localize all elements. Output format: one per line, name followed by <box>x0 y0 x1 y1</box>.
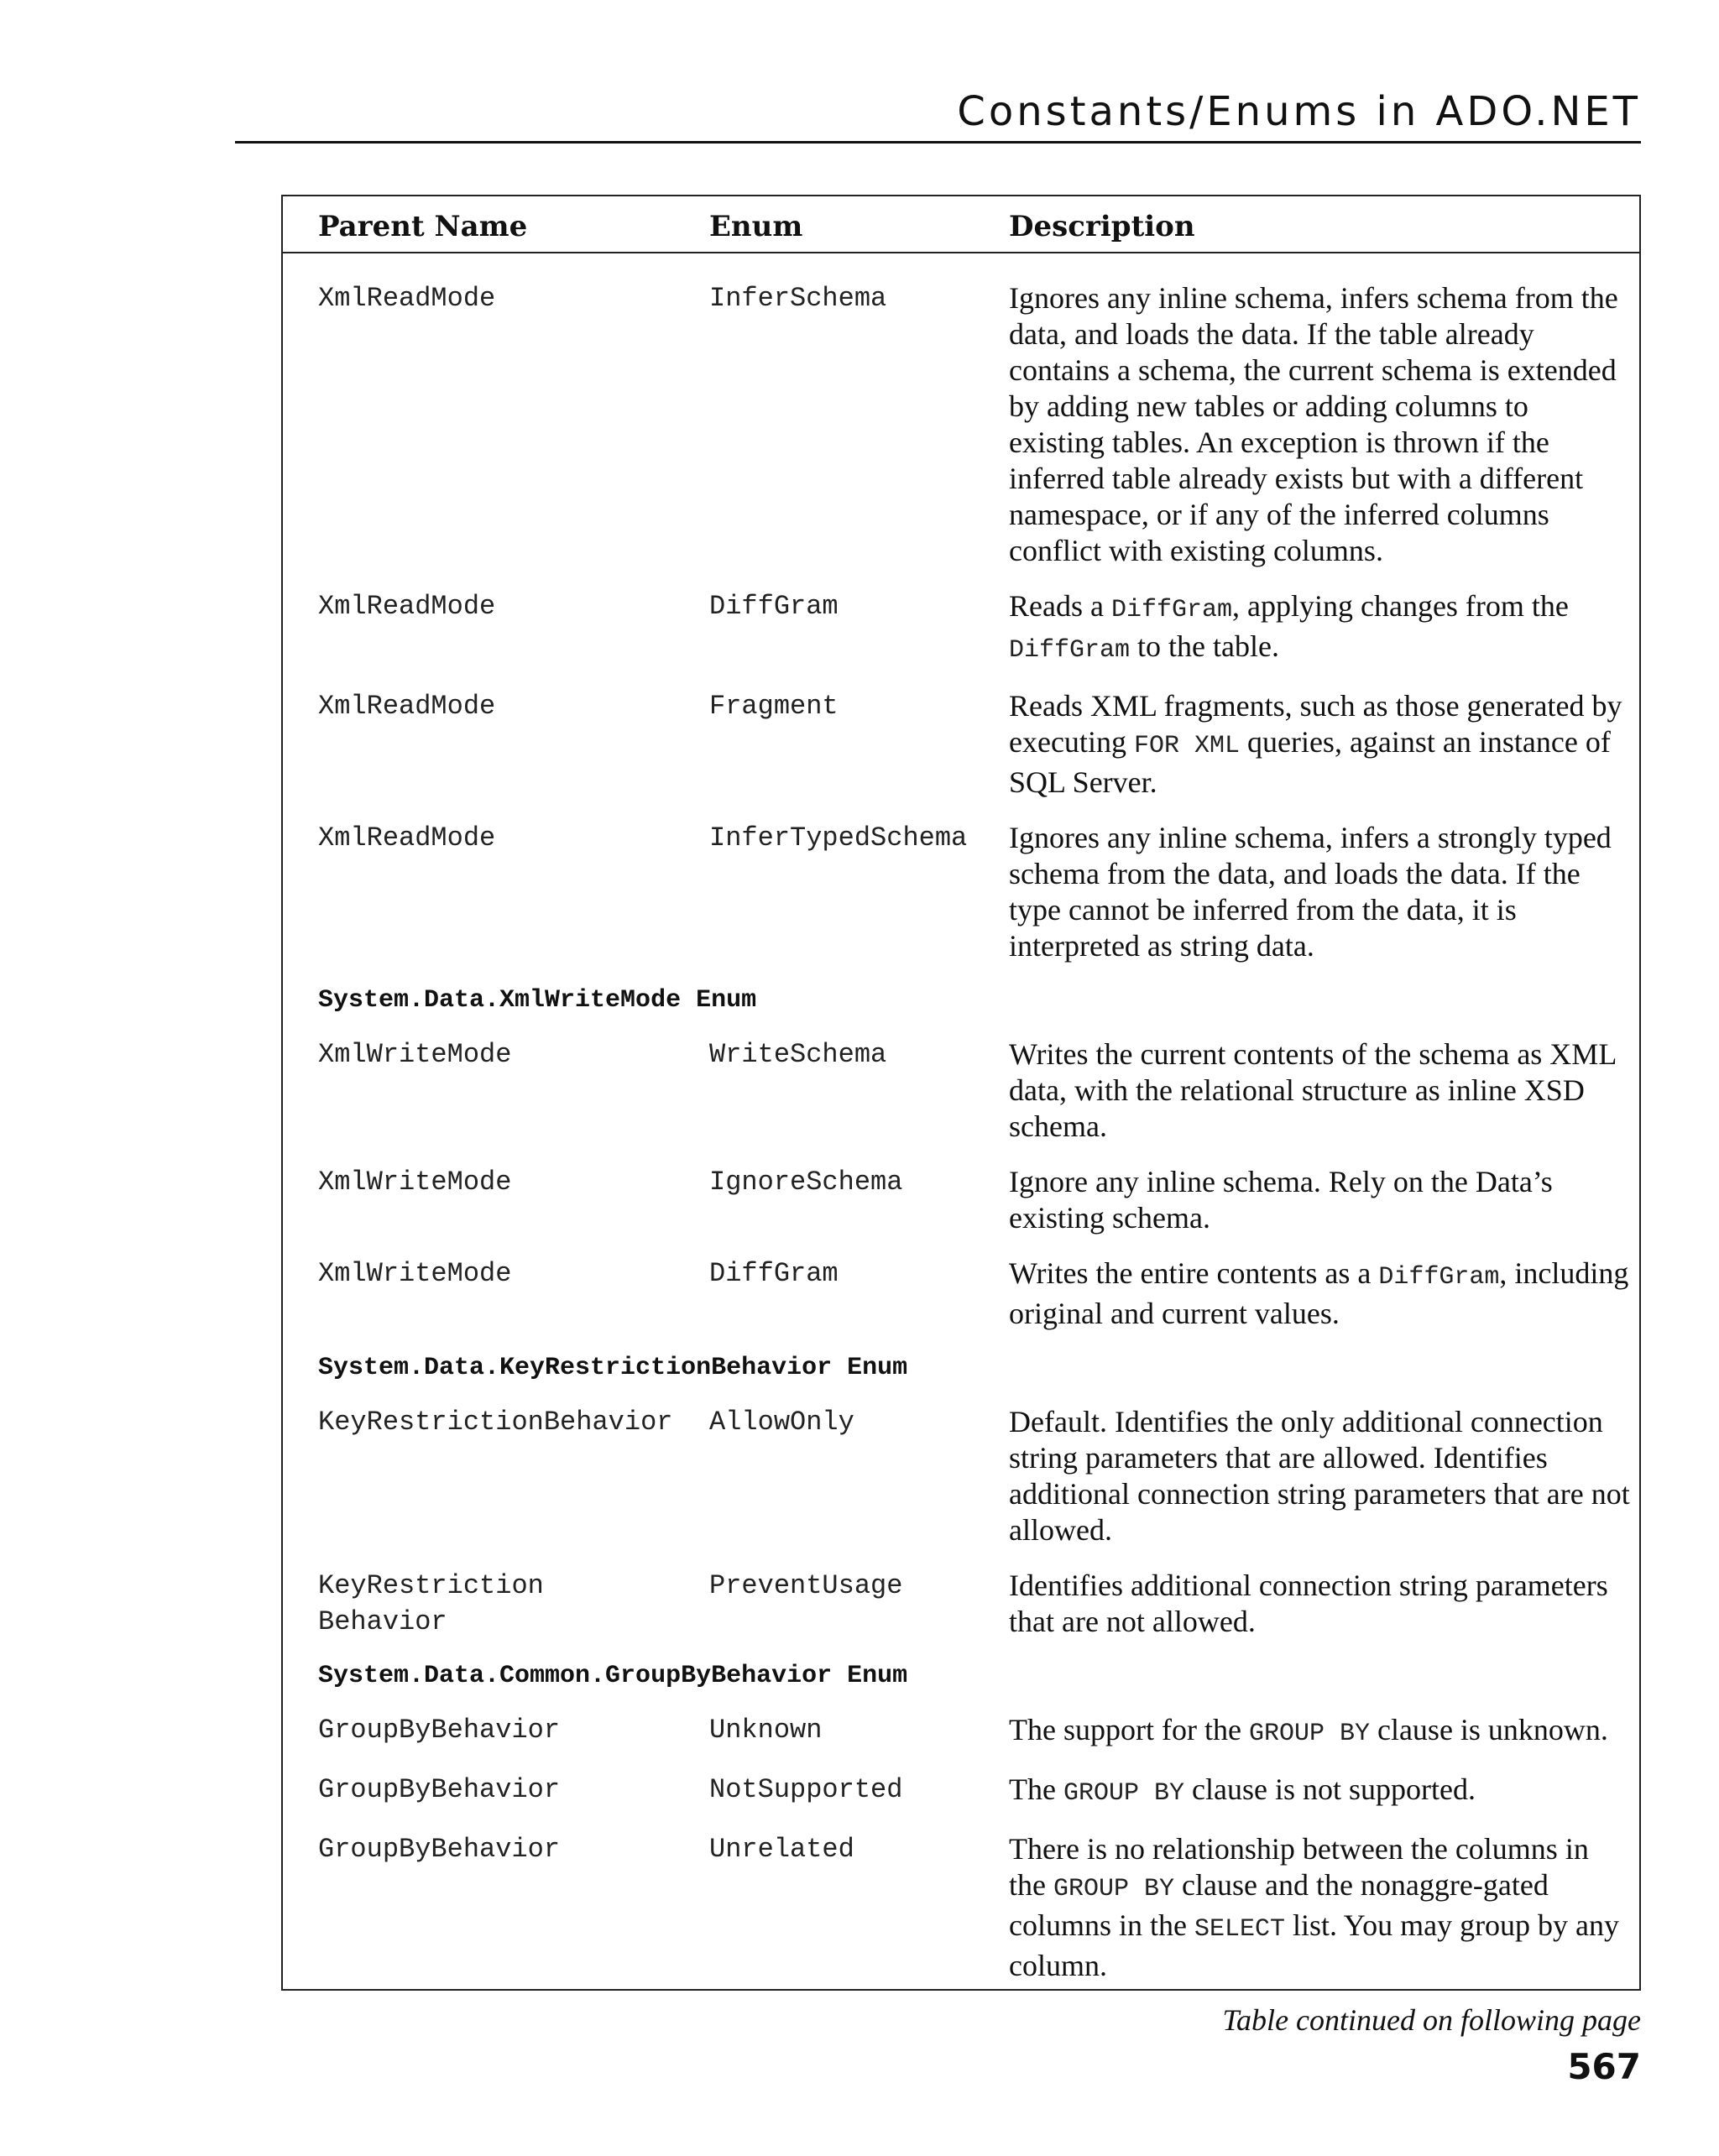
table-row <box>283 1568 1639 1640</box>
description-cell: Reads XML fragments, such as those generated by executing FOR XML queries, against an instance of SQL Server. <box>1009 689 1622 799</box>
table-row <box>283 820 1639 964</box>
description-cell: The GROUP BY clause is not supported. <box>1009 1772 1476 1808</box>
enum-cell: InferTypedSchema <box>709 822 968 854</box>
enum-cell: IgnoreSchema <box>709 1167 903 1198</box>
table-row <box>283 588 1639 669</box>
running-header-title: Constants/Enums in ADO.NET <box>957 88 1641 135</box>
parent-name-cell: XmlWriteMode <box>318 1258 512 1289</box>
parent-name-cell: XmlReadMode <box>318 591 496 622</box>
parent-name-cell: XmlWriteMode <box>318 1167 512 1198</box>
table-row <box>283 1712 1639 1752</box>
parent-name-cell: XmlReadMode <box>318 691 496 722</box>
enum-cell: Unrelated <box>709 1834 854 1865</box>
enum-cell: InferSchema <box>709 283 887 314</box>
table-row <box>283 1404 1639 1548</box>
parent-name-cell: GroupByBehavior <box>318 1715 561 1746</box>
table-row <box>283 688 1639 801</box>
enum-cell: DiffGram <box>709 591 839 622</box>
description-cell: Reads a DiffGram, applying changes from the DiffGram to the table. <box>1009 589 1569 665</box>
table-row <box>283 1255 1639 1332</box>
section-heading: System.Data.Common.GroupByBehavior Enum <box>318 1662 908 1690</box>
description-cell: There is no relationship between the columns in the GROUP BY clause and the nonaggre-gated columns in the SELECT list. You may group by any column. <box>1009 1832 1620 1982</box>
description-cell: Identifies additional connection string parameters that are not allowed. <box>1009 1569 1608 1638</box>
header-rule <box>235 141 1641 144</box>
parent-name-cell: GroupByBehavior <box>318 1834 561 1865</box>
description-cell: Ignores any inline schema, infers schema from the data, and loads the data. If the table already contains a schema, the current schema is extended by adding new tables or adding columns to existing tables. An exception is thrown if the inferred table already exists but with a different namespace, or if any of the inferred columns conflict with existing columns. <box>1009 281 1618 567</box>
parent-name-cell: XmlReadMode <box>318 283 496 314</box>
parent-name-cell: XmlWriteMode <box>318 1039 512 1070</box>
section-heading: System.Data.KeyRestrictionBehavior Enum <box>318 1354 908 1382</box>
parent-name-cell: KeyRestriction Behavior <box>318 1570 544 1637</box>
enum-cell: WriteSchema <box>709 1039 887 1070</box>
table-row <box>283 1164 1639 1236</box>
description-cell: Writes the entire contents as a DiffGram, including original and current values. <box>1009 1256 1629 1330</box>
column-header-parent-name: Parent Name <box>318 210 528 243</box>
enum-cell: Fragment <box>709 691 839 722</box>
description-cell: The support for the GROUP BY clause is unknown. <box>1009 1713 1608 1748</box>
table-row <box>283 1036 1639 1145</box>
enum-cell: PreventUsage <box>709 1570 903 1601</box>
enum-table <box>281 195 1641 1991</box>
description-cell: Writes the current contents of the schema as XML data, with the relational structure as inline XSD schema. <box>1009 1037 1616 1143</box>
column-header-description: Description <box>1009 210 1195 243</box>
description-cell: Ignores any inline schema, infers a strongly typed schema from the data, and loads the data. If the type cannot be inferred from the data, it is interpreted as string data. <box>1009 821 1612 963</box>
table-row <box>283 1772 1639 1812</box>
parent-name-cell: GroupByBehavior <box>318 1774 561 1805</box>
description-cell: Default. Identifies the only additional connection string parameters that are allowed. Identifies additional connection string parameters that are not allowed. <box>1009 1405 1630 1547</box>
table-body <box>283 252 1639 1984</box>
enum-cell: Unknown <box>709 1715 823 1746</box>
table-row <box>283 280 1639 569</box>
parent-name-cell: KeyRestrictionBehavior <box>318 1407 673 1438</box>
table-row <box>283 1831 1639 1984</box>
table-header-row <box>283 196 1639 253</box>
section-heading: System.Data.XmlWriteMode Enum <box>318 986 757 1015</box>
enum-cell: AllowOnly <box>709 1407 854 1438</box>
page-number: 567 <box>1567 2046 1641 2087</box>
enum-cell: NotSupported <box>709 1774 903 1805</box>
description-cell: Ignore any inline schema. Rely on the Data’s existing schema. <box>1009 1165 1553 1235</box>
column-header-enum: Enum <box>709 210 803 243</box>
parent-name-cell: XmlReadMode <box>318 822 496 854</box>
table-continued-note: Table continued on following page <box>1222 2003 1641 2037</box>
enum-cell: DiffGram <box>709 1258 839 1289</box>
